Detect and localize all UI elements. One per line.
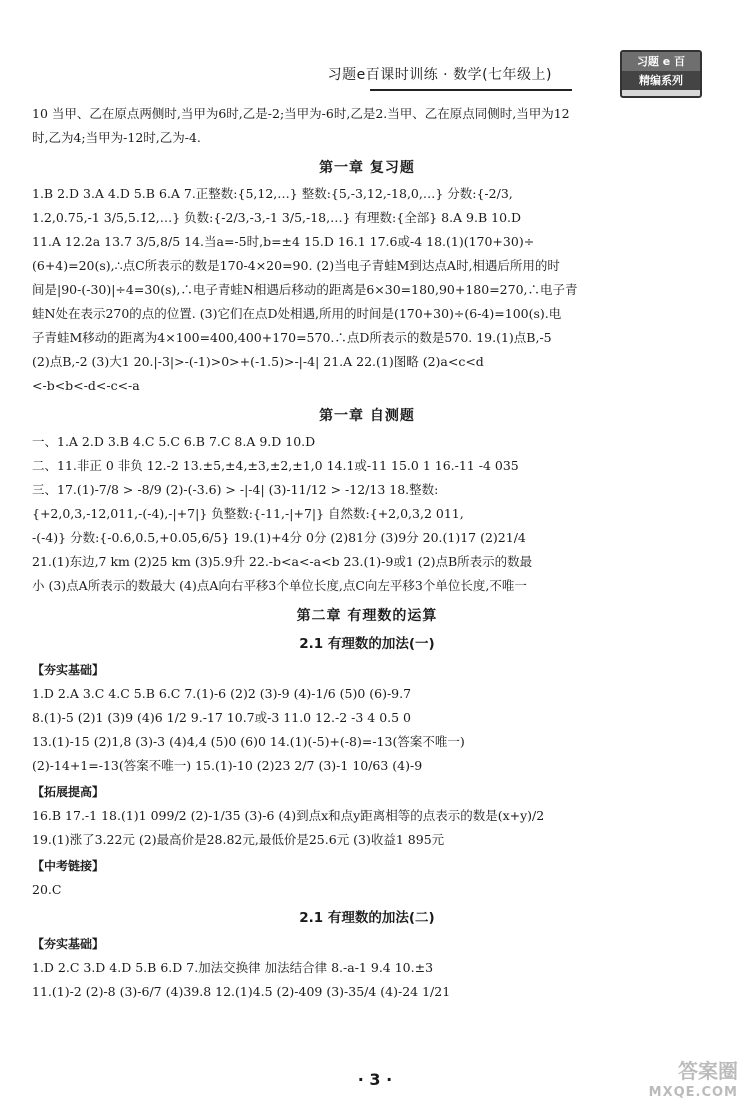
book-title: 习题e百课时训练 · 数学(七年级上) (327, 67, 552, 83)
review-line: <-b<b<-d<-c<-a (32, 378, 140, 393)
watermark-text: 答案圈 (678, 1059, 738, 1083)
review-line: 子青蛙M移动的距离为4×100=400,400+170=570.∴点D所表示的数是570. 19.(1)点B,-5 (32, 330, 552, 345)
review-line: 蛙N处在表示270的点的位置. (3)它们在点D处相遇,所用的时间是(170+30)÷(6-4)=100(s).电 (32, 306, 562, 321)
chapter-review-title: 第一章 复习题 (319, 160, 415, 176)
intro-line: 10 当甲、乙在原点两侧时,当甲为6时,乙是-2;当甲为-6时,乙是2.当甲、乙在原点同侧时,当甲为12 (32, 106, 570, 121)
review-line: 1.2,0.75,-1 3/5,5.1̇2̇,…} 负数:{-2/3,-3,-1 3/5,-18,…} 有理数:{全部} 8.A 9.B 10.D (32, 210, 522, 225)
chapter2-title: 第二章 有理数的运算 (296, 608, 438, 624)
watermark-logo (618, 1060, 738, 1104)
basic-line: 13.(1)-15 (2)1,8 (3)-3 (4)4,4 (5)0 (6)0 14.(1)(-5)+(-8)=-13(答案不唯一) (32, 734, 465, 749)
section-2-1-part1-title: 2.1 有理数的加法(一) (299, 636, 435, 652)
selftest-line: -(-4)} 分数:{-0.6,0.5,+0.05,6/5} 19.(1)+4分 0分 (2)81分 (3)9分 20.(1)17 (2)21/4 (32, 530, 526, 545)
selftest-line: 21.(1)东边,7 km (2)25 km (3)5.9升 22.-b<a<-a<b 23.(1)-9或1 (2)点B所表示的数最 (32, 554, 533, 569)
selftest-line: 一、1.A 2.D 3.B 4.C 5.C 6.B 7.C 8.A 9.D 10.D (32, 434, 316, 449)
header-rule (370, 89, 572, 91)
basic-line: 11.(1)-2 (2)-8 (3)-6/7 (4)39.8 12.(1)4.5 (2)-409 (3)-35/4 (4)-24 1/21 (32, 984, 451, 999)
answer-content (32, 102, 702, 1004)
review-line: (6+4)=20(s),∴点C所表示的数是170-4×20=90. (2)当电子青蛙M到达点A时,相遇后所用的时 (32, 258, 560, 273)
intro-line: 时,乙为4;当甲为-12时,乙为-4. (32, 130, 201, 145)
series-logo-line1: 习题 e 百 (622, 52, 700, 71)
watermark-url: MXQE.COM (648, 1085, 738, 1100)
extend-line: 16.B 17.-1 18.(1)1 099/2 (2)-1/35 (3)-6 (4)到点x和点y距离相等的点表示的数是(x+y)/2 (32, 808, 545, 823)
tag-extend: 【拓展提高】 (32, 785, 105, 799)
exam-line: 20.C (32, 882, 62, 897)
section-2-1-part2-title: 2.1 有理数的加法(二) (299, 910, 435, 926)
basic-line: (2)-14+1=-13(答案不唯一) 15.(1)-10 (2)23 2/7 (3)-1 10/63 (4)-9 (32, 758, 423, 773)
tag-exam: 【中考链接】 (32, 859, 105, 873)
selftest-line: {+2,0,3,-12,011,-(-4),-|+7|} 负整数:{-11,-|+7|} 自然数:{+2,0,3,2 011, (32, 506, 464, 521)
series-logo-line2: 精编系列 (622, 71, 700, 90)
tag-basic: 【夯实基础】 (32, 663, 105, 677)
basic-line: 1.D 2.A 3.C 4.C 5.B 6.C 7.(1)-6 (2)2 (3)-9 (4)-1/6 (5)0 (6)-9.7 (32, 686, 412, 701)
page-number: · 3 · (357, 1070, 393, 1089)
basic-line: 1.D 2.C 3.D 4.D 5.B 6.D 7.加法交换律 加法结合律 8.-a-1 9.4 10.±3 (32, 960, 434, 975)
page-header (40, 50, 702, 98)
extend-line: 19.(1)涨了3.22元 (2)最高价是28.82元,最低价是25.6元 (3)收益1 895元 (32, 832, 445, 847)
basic-line: 8.(1)-5 (2)1 (3)9 (4)6 1/2 9.-17 10.7或-3 11.0 12.-2 -3 4 0.5 0 (32, 710, 411, 725)
selftest-line: 小 (3)点A所表示的数最大 (4)点A向右平移3个单位长度,点C向左平移3个单位长度,不唯一 (32, 578, 527, 593)
tag-basic: 【夯实基础】 (32, 937, 105, 951)
review-line: 间是|90-(-30)|÷4=30(s),∴电子青蛙N相遇后移动的距离是6×30=180,90+180=270,∴电子青 (32, 282, 578, 297)
selftest-line: 三、17.(1)-7/8 > -8/9 (2)-(-3.6) > -|-4| (3)-11/12 > -12/13 18.整数: (32, 482, 439, 497)
series-logo (620, 50, 702, 98)
review-line: 1.B 2.D 3.A 4.D 5.B 6.A 7.正整数:{5,12,…} 整数:{5,-3,12,-18,0,…} 分数:{-2/3, (32, 186, 513, 201)
review-line: 11.A 12.2a 13.7 3/5,8/5 14.当a=-5时,b=±4 15.D 16.1 17.6或-4 18.(1)(170+30)÷ (32, 234, 535, 249)
chapter-selftest-title: 第一章 自测题 (319, 408, 415, 424)
review-line: (2)点B,-2 (3)大1 20.|-3|>-(-1)>0>+(-1.5)>-|-4| 21.A 22.(1)图略 (2)a<c<d (32, 354, 484, 369)
selftest-line: 二、11.非正 0 非负 12.-2 13.±5,±4,±3,±2,±1,0 14.1或-11 15.0 1 16.-11 -4 035 (32, 458, 519, 473)
